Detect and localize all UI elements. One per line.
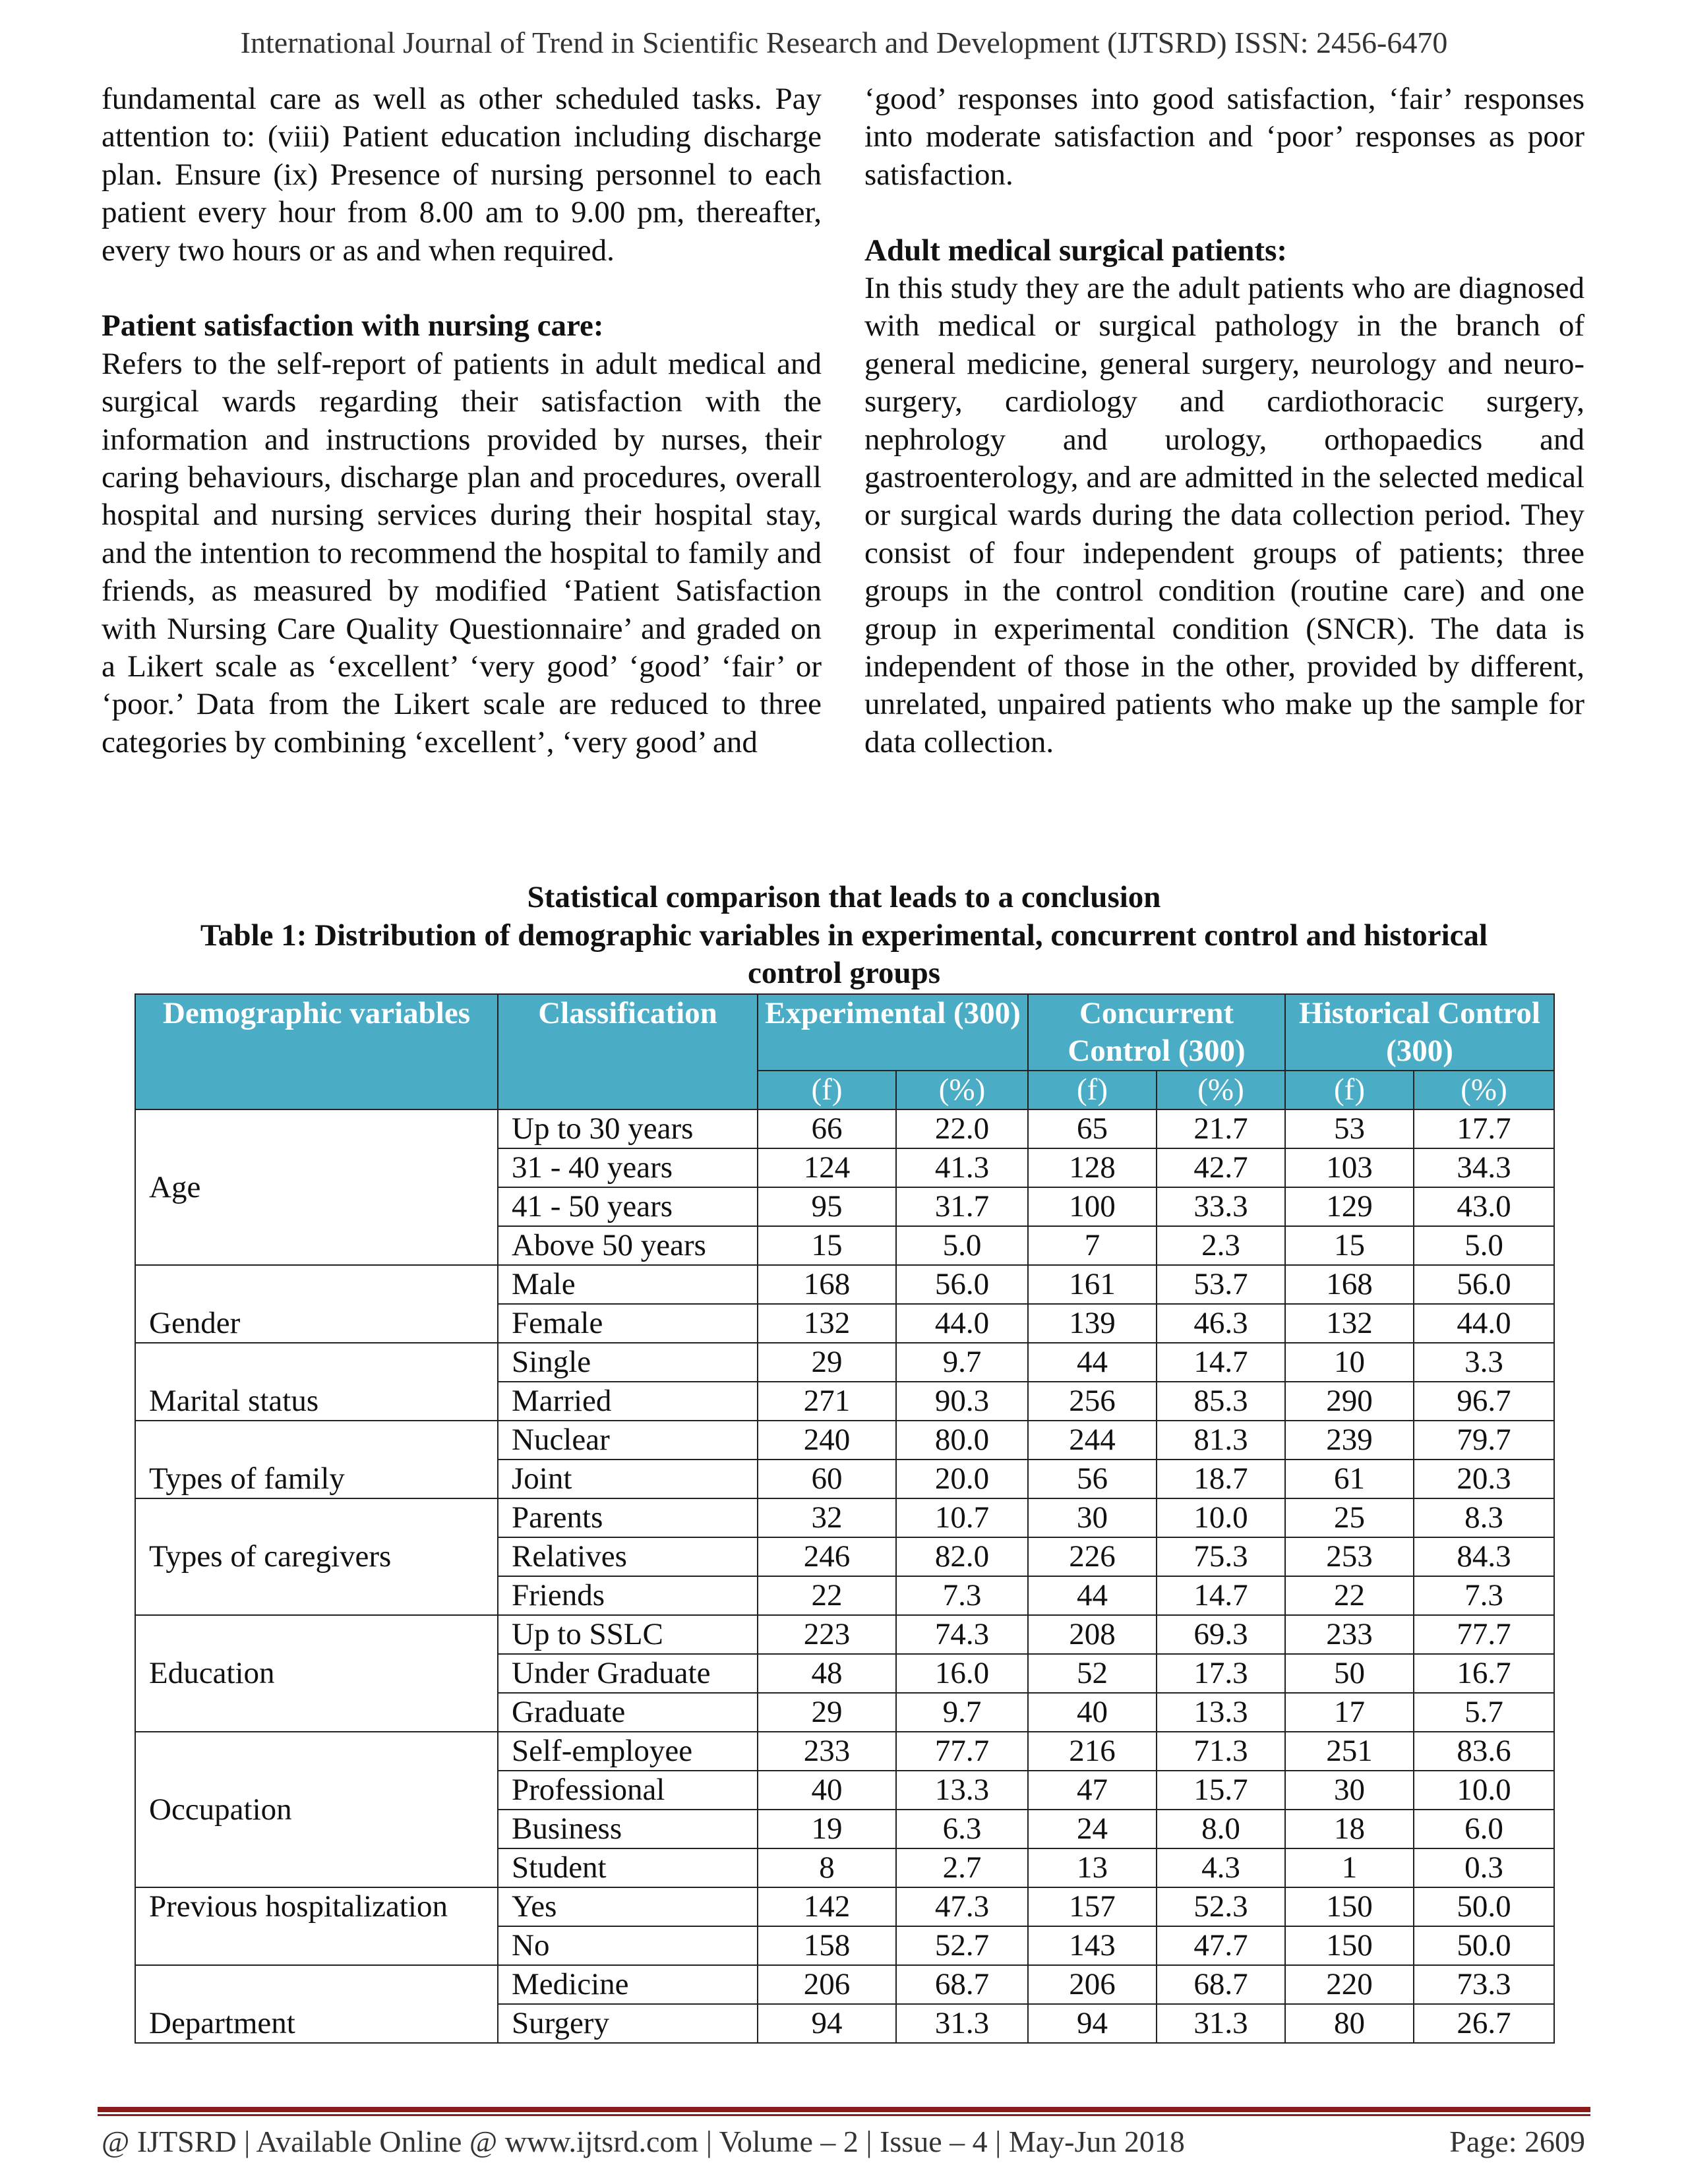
percent-cell: 71.3 <box>1157 1732 1285 1771</box>
left-paragraph-1: fundamental care as well as other scheduled tasks. Pay attention to: (viii) Patient education including discharge plan. Ensure (ix) Presence of nursing personnel to each patient every hour from 8.00 am to 9.00 pm, thereafter, every two hours or as and when required. <box>102 82 822 268</box>
header-exp-pct: (%) <box>896 1071 1028 1109</box>
percent-cell: 14.7 <box>1157 1343 1285 1382</box>
classification-cell: Business <box>498 1810 758 1848</box>
frequency-cell: 66 <box>758 1109 896 1148</box>
percent-cell: 83.6 <box>1414 1732 1554 1771</box>
header-experimental: Experimental (300) <box>758 994 1028 1071</box>
percent-cell: 5.0 <box>1414 1226 1554 1265</box>
frequency-cell: 161 <box>1028 1265 1157 1304</box>
percent-cell: 7.3 <box>1414 1576 1554 1615</box>
percent-cell: 68.7 <box>896 1965 1028 2004</box>
frequency-cell: 253 <box>1285 1537 1414 1576</box>
frequency-cell: 29 <box>758 1343 896 1382</box>
frequency-cell: 25 <box>1285 1498 1414 1537</box>
frequency-cell: 8 <box>758 1848 896 1887</box>
percent-cell: 41.3 <box>896 1148 1028 1187</box>
journal-header: International Journal of Trend in Scientific Research and Development (IJTSRD) ISSN: 2456-6470 <box>240 26 1448 59</box>
frequency-cell: 240 <box>758 1421 896 1460</box>
percent-cell: 6.0 <box>1414 1810 1554 1848</box>
frequency-cell: 32 <box>758 1498 896 1537</box>
percent-cell: 77.7 <box>1414 1615 1554 1654</box>
frequency-cell: 40 <box>1028 1693 1157 1732</box>
table-row <box>135 1498 1554 1537</box>
percent-cell: 69.3 <box>1157 1615 1285 1654</box>
percent-cell: 17.7 <box>1414 1109 1554 1148</box>
frequency-cell: 94 <box>1028 2004 1157 2043</box>
table-row <box>135 1109 1554 1148</box>
frequency-cell: 13 <box>1028 1848 1157 1887</box>
percent-cell: 31.3 <box>1157 2004 1285 2043</box>
percent-cell: 52.3 <box>1157 1887 1285 1926</box>
frequency-cell: 223 <box>758 1615 896 1654</box>
percent-cell: 18.7 <box>1157 1460 1285 1498</box>
variable-cell: Occupation <box>135 1732 498 1887</box>
table-row <box>135 1965 1554 2004</box>
percent-cell: 53.7 <box>1157 1265 1285 1304</box>
frequency-cell: 7 <box>1028 1226 1157 1265</box>
percent-cell: 44.0 <box>896 1304 1028 1343</box>
frequency-cell: 1 <box>1285 1848 1414 1887</box>
frequency-cell: 44 <box>1028 1343 1157 1382</box>
table-row <box>135 1732 1554 1771</box>
percent-cell: 17.3 <box>1157 1654 1285 1693</box>
percent-cell: 20.0 <box>896 1460 1028 1498</box>
frequency-cell: 44 <box>1028 1576 1157 1615</box>
header-exp-f: (f) <box>758 1071 896 1109</box>
percent-cell: 52.7 <box>896 1926 1028 1965</box>
page-footer <box>102 2124 1585 2159</box>
frequency-cell: 56 <box>1028 1460 1157 1498</box>
frequency-cell: 206 <box>758 1965 896 2004</box>
frequency-cell: 29 <box>758 1693 896 1732</box>
percent-cell: 82.0 <box>896 1537 1028 1576</box>
section-title: Statistical comparison that leads to a conclusion <box>527 880 1161 914</box>
percent-cell: 47.7 <box>1157 1926 1285 1965</box>
frequency-cell: 17 <box>1285 1693 1414 1732</box>
percent-cell: 42.7 <box>1157 1148 1285 1187</box>
percent-cell: 84.3 <box>1414 1537 1554 1576</box>
frequency-cell: 233 <box>758 1732 896 1771</box>
frequency-cell: 53 <box>1285 1109 1414 1148</box>
left-section-heading: Patient satisfaction with nursing care: <box>102 309 604 343</box>
frequency-cell: 158 <box>758 1926 896 1965</box>
percent-cell: 77.7 <box>896 1732 1028 1771</box>
classification-cell: 41 - 50 years <box>498 1187 758 1226</box>
percent-cell: 13.3 <box>896 1771 1028 1810</box>
frequency-cell: 24 <box>1028 1810 1157 1848</box>
variable-cell: Marital status <box>135 1343 498 1421</box>
frequency-cell: 124 <box>758 1148 896 1187</box>
frequency-cell: 157 <box>1028 1887 1157 1926</box>
percent-cell: 47.3 <box>896 1887 1028 1926</box>
classification-cell: Nuclear <box>498 1421 758 1460</box>
percent-cell: 15.7 <box>1157 1771 1285 1810</box>
frequency-cell: 132 <box>1285 1304 1414 1343</box>
classification-cell: Single <box>498 1343 758 1382</box>
frequency-cell: 103 <box>1285 1148 1414 1187</box>
frequency-cell: 48 <box>758 1654 896 1693</box>
frequency-cell: 30 <box>1285 1771 1414 1810</box>
frequency-cell: 30 <box>1028 1498 1157 1537</box>
header-conc-f: (f) <box>1028 1071 1157 1109</box>
percent-cell: 68.7 <box>1157 1965 1285 2004</box>
percent-cell: 31.7 <box>896 1187 1028 1226</box>
classification-cell: Parents <box>498 1498 758 1537</box>
frequency-cell: 143 <box>1028 1926 1157 1965</box>
frequency-cell: 239 <box>1285 1421 1414 1460</box>
frequency-cell: 244 <box>1028 1421 1157 1460</box>
frequency-cell: 15 <box>758 1226 896 1265</box>
percent-cell: 74.3 <box>896 1615 1028 1654</box>
classification-cell: Above 50 years <box>498 1226 758 1265</box>
right-section-heading: Adult medical surgical patients: <box>864 233 1288 268</box>
frequency-cell: 22 <box>1285 1576 1414 1615</box>
header-hist-f: (f) <box>1285 1071 1414 1109</box>
classification-cell: Student <box>498 1848 758 1887</box>
frequency-cell: 18 <box>1285 1810 1414 1848</box>
percent-cell: 56.0 <box>896 1265 1028 1304</box>
percent-cell: 16.7 <box>1414 1654 1554 1693</box>
percent-cell: 10.0 <box>1414 1771 1554 1810</box>
frequency-cell: 15 <box>1285 1226 1414 1265</box>
percent-cell: 2.3 <box>1157 1226 1285 1265</box>
frequency-cell: 80 <box>1285 2004 1414 2043</box>
frequency-cell: 47 <box>1028 1771 1157 1810</box>
classification-cell: Under Graduate <box>498 1654 758 1693</box>
table-row <box>135 1615 1554 1654</box>
frequency-cell: 168 <box>758 1265 896 1304</box>
frequency-cell: 150 <box>1285 1926 1414 1965</box>
percent-cell: 44.0 <box>1414 1304 1554 1343</box>
percent-cell: 50.0 <box>1414 1887 1554 1926</box>
classification-cell: Joint <box>498 1460 758 1498</box>
percent-cell: 34.3 <box>1414 1148 1554 1187</box>
classification-cell: Self-employee <box>498 1732 758 1771</box>
left-paragraph-2: Refers to the self-report of patients in adult medical and surgical wards regarding their satisfaction with the information and instructions provided by nurses, their caring behaviours, discharge plan and procedures, overall hospital and nursing services during their hospital stay, and the intention to recommend the hospital to family and friends, as measured by modified ‘Patient Satisfaction with Nursing Care Quality Questionnaire’ and graded on a Likert scale as ‘excellent’ ‘very good’ ‘good’ ‘fair’ or ‘poor.’ Data from the Likert scale are reduced to three categories by combining ‘excellent’, ‘very good’ and <box>102 346 822 759</box>
percent-cell: 43.0 <box>1414 1187 1554 1226</box>
percent-cell: 81.3 <box>1157 1421 1285 1460</box>
percent-cell: 96.7 <box>1414 1382 1554 1421</box>
variable-cell: Types of caregivers <box>135 1498 498 1615</box>
table-row <box>135 1887 1554 1926</box>
percent-cell: 46.3 <box>1157 1304 1285 1343</box>
percent-cell: 73.3 <box>1414 1965 1554 2004</box>
header-hist-pct: (%) <box>1414 1071 1554 1109</box>
percent-cell: 80.0 <box>896 1421 1028 1460</box>
frequency-cell: 10 <box>1285 1343 1414 1382</box>
percent-cell: 0.3 <box>1414 1848 1554 1887</box>
frequency-cell: 129 <box>1285 1187 1414 1226</box>
frequency-cell: 251 <box>1285 1732 1414 1771</box>
percent-cell: 20.3 <box>1414 1460 1554 1498</box>
percent-cell: 13.3 <box>1157 1693 1285 1732</box>
frequency-cell: 100 <box>1028 1187 1157 1226</box>
percent-cell: 75.3 <box>1157 1537 1285 1576</box>
variable-cell: Age <box>135 1109 498 1265</box>
frequency-cell: 52 <box>1028 1654 1157 1693</box>
header-historical-control: Historical Control (300) <box>1285 994 1554 1071</box>
variable-cell: Previous hospitalization <box>135 1887 498 1965</box>
frequency-cell: 246 <box>758 1537 896 1576</box>
variable-cell: Education <box>135 1615 498 1732</box>
frequency-cell: 128 <box>1028 1148 1157 1187</box>
percent-cell: 79.7 <box>1414 1421 1554 1460</box>
classification-cell: Married <box>498 1382 758 1421</box>
header-demographic-variables: Demographic variables <box>135 994 498 1109</box>
demographics-table <box>135 993 1555 2044</box>
header-classification: Classification <box>498 994 758 1109</box>
frequency-cell: 50 <box>1285 1654 1414 1693</box>
percent-cell: 10.7 <box>896 1498 1028 1537</box>
variable-cell: Types of family <box>135 1421 498 1498</box>
frequency-cell: 65 <box>1028 1109 1157 1148</box>
percent-cell: 21.7 <box>1157 1109 1285 1148</box>
left-column <box>102 80 822 761</box>
right-column <box>864 80 1584 761</box>
footer-rule-thin <box>98 2114 1590 2116</box>
frequency-cell: 220 <box>1285 1965 1414 2004</box>
classification-cell: Up to 30 years <box>498 1109 758 1148</box>
frequency-cell: 256 <box>1028 1382 1157 1421</box>
percent-cell: 16.0 <box>896 1654 1028 1693</box>
classification-cell: Male <box>498 1265 758 1304</box>
percent-cell: 26.7 <box>1414 2004 1554 2043</box>
percent-cell: 7.3 <box>896 1576 1028 1615</box>
percent-cell: 56.0 <box>1414 1265 1554 1304</box>
table-row <box>135 1421 1554 1460</box>
footer-page-number: Page: 2609 <box>1449 2125 1585 2158</box>
variable-cell: Department <box>135 1965 498 2043</box>
table-row <box>135 1343 1554 1382</box>
frequency-cell: 139 <box>1028 1304 1157 1343</box>
frequency-cell: 40 <box>758 1771 896 1810</box>
classification-cell: Yes <box>498 1887 758 1926</box>
variable-cell: Gender <box>135 1265 498 1343</box>
percent-cell: 5.0 <box>896 1226 1028 1265</box>
percent-cell: 31.3 <box>896 2004 1028 2043</box>
percent-cell: 9.7 <box>896 1343 1028 1382</box>
table-body <box>135 1109 1554 2043</box>
classification-cell: Graduate <box>498 1693 758 1732</box>
percent-cell: 22.0 <box>896 1109 1028 1148</box>
percent-cell: 50.0 <box>1414 1926 1554 1965</box>
classification-cell: Female <box>498 1304 758 1343</box>
frequency-cell: 208 <box>1028 1615 1157 1654</box>
frequency-cell: 60 <box>758 1460 896 1498</box>
classification-cell: Medicine <box>498 1965 758 2004</box>
percent-cell: 85.3 <box>1157 1382 1285 1421</box>
percent-cell: 33.3 <box>1157 1187 1285 1226</box>
frequency-cell: 61 <box>1285 1460 1414 1498</box>
header-conc-pct: (%) <box>1157 1071 1285 1109</box>
classification-cell: No <box>498 1926 758 1965</box>
footer-rule <box>98 2107 1590 2112</box>
frequency-cell: 233 <box>1285 1615 1414 1654</box>
frequency-cell: 216 <box>1028 1732 1157 1771</box>
frequency-cell: 19 <box>758 1810 896 1848</box>
header-concurrent-control: Concurrent Control (300) <box>1028 994 1285 1071</box>
frequency-cell: 226 <box>1028 1537 1157 1576</box>
frequency-cell: 206 <box>1028 1965 1157 2004</box>
classification-cell: 31 - 40 years <box>498 1148 758 1187</box>
table-title: Table 1: Distribution of demographic variables in experimental, concurrent control and historical control groups <box>200 918 1488 990</box>
frequency-cell: 290 <box>1285 1382 1414 1421</box>
right-paragraph-2: In this study they are the adult patients who are diagnosed with medical or surgical pathology in the branch of general medicine, general surgery, neurology and neuro-surgery, cardiology and cardiothoracic surgery, nephrology and urology, orthopaedics and gastroenterology, and are admitted in the selected medical or surgical wards during the data collection period. They consist of four independent groups of patients; three groups in the control condition (routine care) and one group in experimental condition (SNCR). The data is independent of those in the other, provided by different, unrelated, unpaired patients who make up the sample for data collection. <box>864 271 1584 759</box>
classification-cell: Surgery <box>498 2004 758 2043</box>
percent-cell: 4.3 <box>1157 1848 1285 1887</box>
percent-cell: 2.7 <box>896 1848 1028 1887</box>
percent-cell: 8.0 <box>1157 1810 1285 1848</box>
frequency-cell: 168 <box>1285 1265 1414 1304</box>
percent-cell: 3.3 <box>1414 1343 1554 1382</box>
table-row <box>135 1265 1554 1304</box>
frequency-cell: 271 <box>758 1382 896 1421</box>
frequency-cell: 94 <box>758 2004 896 2043</box>
percent-cell: 9.7 <box>896 1693 1028 1732</box>
frequency-cell: 95 <box>758 1187 896 1226</box>
percent-cell: 6.3 <box>896 1810 1028 1848</box>
classification-cell: Friends <box>498 1576 758 1615</box>
frequency-cell: 22 <box>758 1576 896 1615</box>
frequency-cell: 132 <box>758 1304 896 1343</box>
percent-cell: 14.7 <box>1157 1576 1285 1615</box>
classification-cell: Professional <box>498 1771 758 1810</box>
frequency-cell: 150 <box>1285 1887 1414 1926</box>
classification-cell: Relatives <box>498 1537 758 1576</box>
percent-cell: 8.3 <box>1414 1498 1554 1537</box>
frequency-cell: 142 <box>758 1887 896 1926</box>
classification-cell: Up to SSLC <box>498 1615 758 1654</box>
percent-cell: 5.7 <box>1414 1693 1554 1732</box>
footer-journal-info: @ IJTSRD | Available Online @ www.ijtsrd.com | Volume – 2 | Issue – 4 | May-Jun 2018 <box>102 2125 1185 2158</box>
percent-cell: 90.3 <box>896 1382 1028 1421</box>
percent-cell: 10.0 <box>1157 1498 1285 1537</box>
right-paragraph-1: ‘good’ responses into good satisfaction, ‘fair’ responses into moderate satisfaction and ‘poor’ responses as poor satisfaction. <box>864 82 1584 192</box>
